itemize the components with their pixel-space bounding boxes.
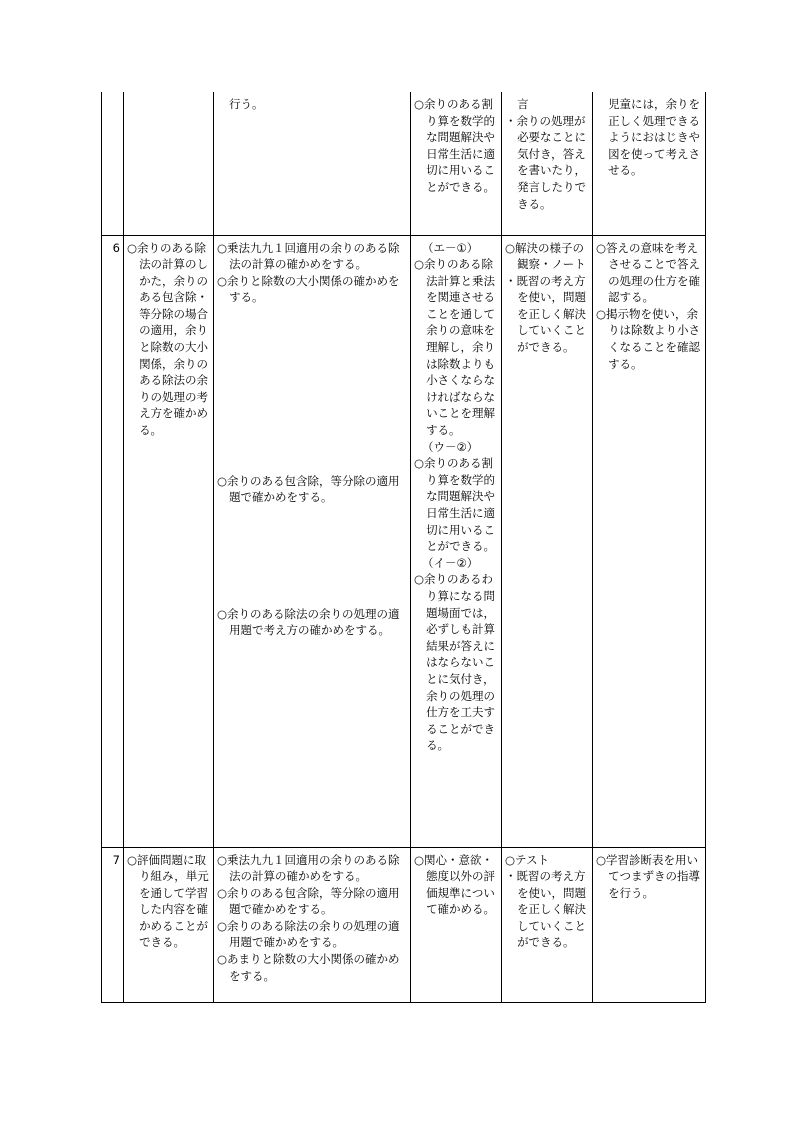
activity-text: 行う。: [229, 97, 264, 111]
table-row-lesson-7: [102, 847, 706, 1002]
support-text: ○学習診断表を用いてつまずきの指導を行う。: [596, 852, 701, 900]
evaluation-criterion-label: （エ－①）: [422, 240, 479, 255]
evaluation-criterion-label: （ウ－②）: [422, 439, 479, 454]
method-text: ・余りの処理が必要なことに気付き，答えを書いたり，発言したりできる。: [505, 113, 587, 211]
activity-text: ○余りのある包含除，等分除の適用題で確かめをする。: [217, 473, 400, 505]
lesson-plan-table: [101, 92, 705, 1002]
method-text: ○テスト: [505, 852, 550, 867]
activity-group: [217, 240, 407, 306]
method-text: ・既習の考え方を使い，問題を正しく解決していくことができる。: [505, 869, 587, 950]
activities-cell: [214, 92, 411, 235]
method-text: 言: [517, 97, 529, 111]
activities-cell: [214, 847, 411, 1002]
evaluation-criterion-label: （イ－②）: [422, 555, 479, 570]
method-cell: [502, 847, 593, 1002]
evaluation-text: ○関心・意欲・態度以外の評価規準について確かめる。: [414, 852, 496, 917]
activity-text: ○余りと除数の大小関係の確かめをする。: [217, 273, 400, 305]
evaluation-text: ○余りのあるわり算になる問題場面では，必ずしも計算結果が答えにはならないことに気付き，余りの処理の仕方を工夫することができる。: [414, 572, 496, 753]
support-cell: [593, 92, 706, 235]
activity-text: ○乗法九九１回適用の余りのある除法の計算の確かめをする。: [217, 852, 400, 884]
activity-text: ○あまりと除数の大小関係の確かめをする。: [217, 952, 400, 983]
evaluation-text: ○余りのある割り算を数学的な問題解決や日常生活に適切に用いることができる。: [414, 456, 496, 554]
support-text: ○答えの意味を考えさせることで答えの処理の仕方を確認する。: [596, 240, 701, 305]
goal-cell: [124, 235, 214, 847]
activity-group: [217, 473, 407, 506]
evaluation-text: ○余りのある除法計算と乗法を関連させることを通して余りの意味を理解し，余りは除数よりも小さくならなければならないことを理解する。: [414, 257, 496, 438]
support-cell: [593, 235, 706, 847]
evaluation-cell: [411, 847, 502, 1002]
goal-cell: [124, 847, 214, 1002]
method-cell: [502, 92, 593, 235]
evaluation-text: ○余りのある割り算を数学的な問題解決や日常生活に適切に用いることができる。: [414, 97, 496, 194]
activity-text: ○余りのある除法の余りの処理の適用題で確かめをする。: [217, 918, 400, 950]
goal-text: ○評価問題に取り組み，単元を通して学習した内容を確かめることができる。: [127, 852, 209, 950]
activity-group: [217, 606, 407, 639]
activity-text: ○乗法九九１回適用の余りのある除法の計算の確かめをする。: [217, 240, 400, 272]
evaluation-cell: [411, 92, 502, 235]
method-text: ・既習の考え方を使い，問題を正しく解決していくことができる。: [505, 273, 587, 355]
evaluation-cell: [411, 235, 502, 847]
support-text: ○掲示物を使い，余りは除数より小さくなることを確認する。: [596, 306, 701, 371]
method-text: ○解決の様子の観察・ノート: [505, 240, 586, 272]
support-cell: [593, 847, 706, 1002]
lesson-number-cell: [102, 92, 124, 235]
table-row-continued: [102, 92, 706, 235]
support-text: 児童には，余りを正しく処理できるようにおはじきや図を使って考えさせる。: [608, 97, 701, 178]
activity-text: ○余りのある除法の余りの処理の適用題で考え方の確かめをする。: [217, 606, 400, 638]
lesson-number-cell: 6: [102, 235, 124, 847]
activity-text: ○余りのある包含除，等分除の適用題で確かめをする。: [217, 885, 400, 917]
lesson-plan-grid: [101, 92, 706, 1003]
lesson-number-cell: 7: [102, 847, 124, 1002]
method-cell: [502, 235, 593, 847]
activities-cell: [214, 235, 411, 847]
goal-cell: [124, 92, 214, 235]
table-row-lesson-6: [102, 235, 706, 847]
goal-text: ○余りのある除法の計算のしかた，余りのある包含除・等分除の場合の適用，余りと除数の大小関係，余りのある除法の余りの処理の考え方を確かめる。: [127, 240, 209, 438]
